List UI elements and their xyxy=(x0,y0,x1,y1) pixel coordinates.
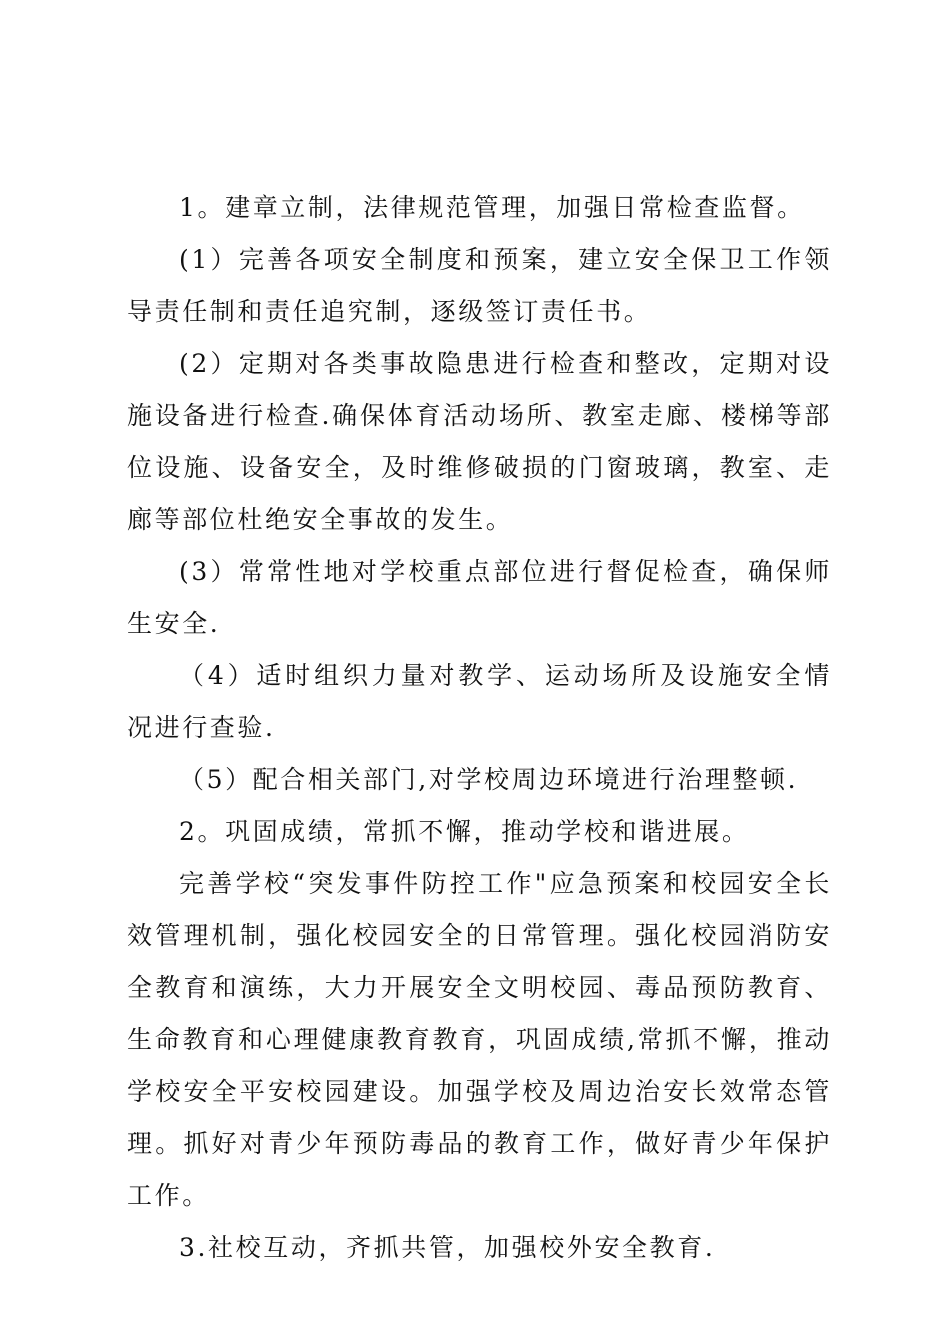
paragraph-item-3: (3）常常性地对学校重点部位进行督促检查，确保师生安全. xyxy=(127,557,832,638)
paragraph-item-1: (1）完善各项安全制度和预案，建立安全保卫工作领导责任制和责任追究制，逐级签订责任书。 xyxy=(127,245,832,326)
paragraph-item-4: （4）适时组织力量对教学、运动场所及设施安全情况进行查验. xyxy=(127,661,832,742)
heading-section-2: 2。巩固成绩，常抓不懈，推动学校和谐进展。 xyxy=(179,817,750,846)
paragraph-item-2: (2）定期对各类事故隐患进行检查和整改，定期对设施设备进行检查.确保体育活动场所、教室走廊、楼梯等部位设施、设备安全，及时维修破损的门窗玻璃，教室、走廊等部位杜绝安全事故的发生。 xyxy=(127,349,832,534)
heading-section-1: 1。建章立制，法律规范管理，加强日常检查监督。 xyxy=(179,193,805,222)
paragraph-item-5: （5）配合相关部门,对学校周边环境进行治理整顿. xyxy=(179,765,799,794)
document-body xyxy=(127,182,832,1274)
heading-section-3: 3.社校互动，齐抓共管，加强校外安全教育. xyxy=(179,1233,716,1262)
paragraph-section-2-body: 完善学校“突发事件防控工作"应急预案和校园安全长效管理机制，强化校园安全的日常管理。强化校园消防安全教育和演练，大力开展安全文明校园、毒品预防教育、生命教育和心理健康教育教育，巩固成绩,常抓不懈，推动学校安全平安校园建设。加强学校及周边治安长效常态管理。抓好对青少年预防毒品的教育工作，做好青少年保护工作。 xyxy=(127,869,832,1210)
